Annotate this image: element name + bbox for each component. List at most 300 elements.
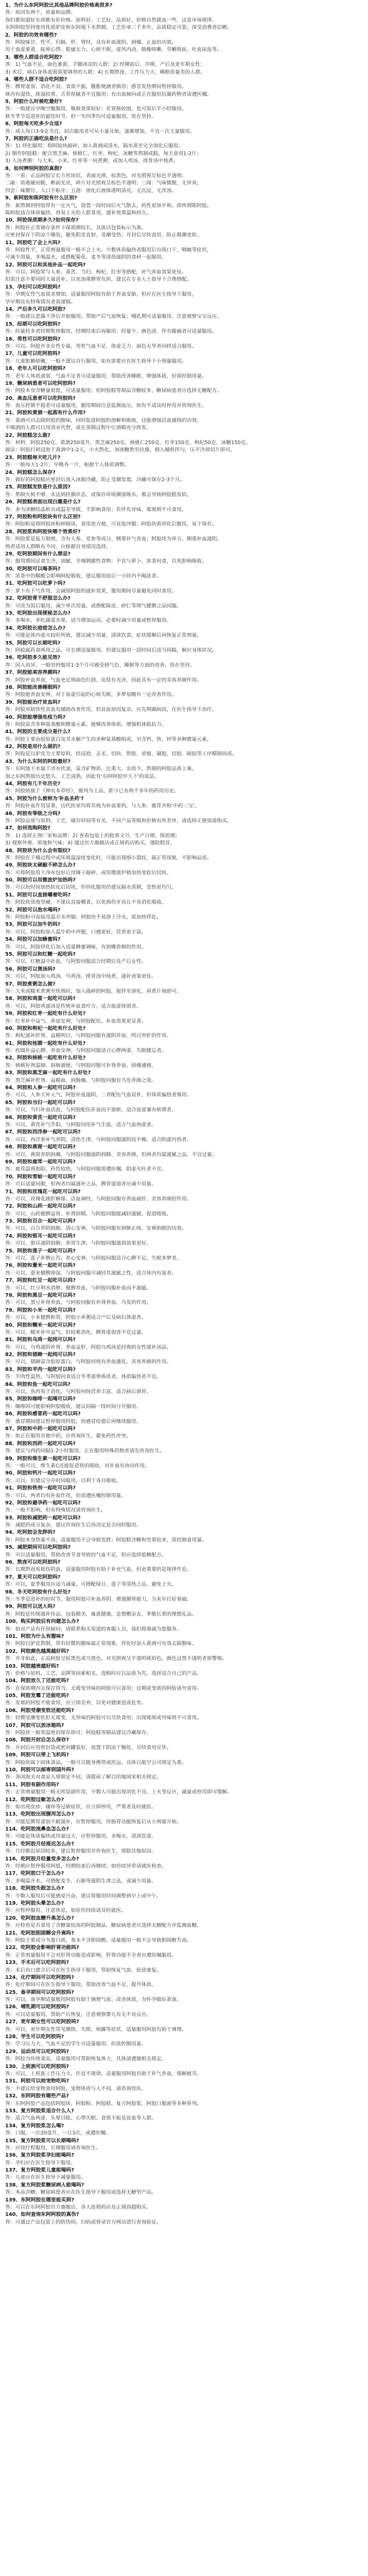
faq-answer: 答：羊肉性温热，与阿胶同食适合冬季虚寒体质者，体质偏热者不宜。 (5, 1374, 162, 1380)
faq-answer: 秋冬季节是进补的最佳时节，但一年四季均可适量服用，贵在坚持。 (5, 113, 156, 120)
faq-question: 51、阿胶可以直接嚼着吃吗? (5, 892, 71, 898)
faq-answer: 答：一般建议早晚空腹服用，吸收效果较好；若胃肠较弱，也可饭后半小时服用。 (5, 106, 187, 112)
faq-question: 67、阿胶和西洋参一起吃可以吗? (5, 1129, 81, 1136)
faq-answer: 答：红枣补中益气、养血安神，与阿胶配伍，补血效果更显著。 (5, 1018, 147, 1024)
faq-answer: 答：冬季是进补的好时节，服用阿胶可补血养阴、增强御寒能力，为来年打好基础。 (5, 1596, 192, 1602)
faq-question: 117、吃阿胶口干怎么办? (5, 1871, 64, 1877)
faq-answer: 答：阿胶始载于《神农本草经》，被列为上品，距今已有两千多年的药用历史。 (5, 788, 179, 794)
faq-answer: 答：可将阿胶用干净布包好后用锤子敲碎，或用微波炉稍加热变软后切块。 (5, 870, 172, 876)
faq-question: 49、阿胶块太硬敲不碎怎么办? (5, 862, 76, 869)
faq-question: 19、糖尿病患者可以吃阿胶吗? (5, 380, 76, 386)
faq-answer: 答：应暂停服用，注意休息，如症状持续请及时就医。 (5, 1908, 127, 1914)
faq-question: 132、东阿阿胶有哪些产品? (5, 2093, 69, 2099)
faq-answer: 答：浓茶中的鞣酸会影响阿胶吸收，建议服用前后一小时内不喝浓茶。 (5, 573, 162, 580)
faq-answer: 答：可以，百合养阴润肺、清心安神，与阿胶同服有润肺止咳、安神助眠的功效。 (5, 1226, 187, 1232)
faq-answer: 答：阿胶块一般常温密封保存即可；阿胶糕等制品建议冷藏保存。 (5, 1730, 152, 1736)
faq-answer: 答：可以，黑豆补肾养血，与阿胶同服有补肾养血、乌发的作用。 (5, 1300, 152, 1306)
faq-answer: 答：黑芝麻补肝肾、益精血、润肠燥，与阿胶同服有乌发养颜之效。 (5, 1077, 156, 1083)
faq-question: 42、阿胶是用什么做的? (5, 744, 61, 750)
faq-question: 39、阿胶能治疗贫血吗? (5, 699, 61, 705)
faq-answer: 答：多喝温开水，可搭配麦冬、石斛等滋阴生津之品，或减少用量。 (5, 1878, 156, 1884)
faq-question: 121、吃阿胶胆固醇会升高吗? (5, 1930, 74, 1936)
faq-question: 36、吃阿胶多久能见效? (5, 655, 61, 661)
faq-answer: 答：阿胶性平，正常剂量服用一般不会上火。少数体质偏热者服用后出现口干、咽痛等症状， (5, 247, 212, 253)
faq-question: 75、阿胶和莲子一起吃可以吗? (5, 1248, 76, 1254)
faq-question: 136、复方阿胶浆孕妇能喝吗? (5, 2153, 74, 2159)
faq-answer: 答：本品含糖，糖尿病患者应在医生指导下服用或选择无糖型产品。 (5, 2190, 156, 2196)
faq-question: 138、复方阿胶浆糖尿病人能喝吗? (5, 2182, 84, 2188)
faq-answer: 东阿阿胶坚持使用优质驴皮和东阿地下水熬制，工艺传承三千多年，品质稳定可靠，深受消费者信赖。 (5, 25, 232, 31)
faq-question: 110、阿胶可以邮寄到国外吗? (5, 1767, 74, 1773)
faq-answer: 答：一般建议恶露干净后开始服用，帮助产后气血恢复；哺乳期可适量服用，注意观察宝宝反应。 (5, 314, 222, 320)
faq-answer: 答：可改为饭后服用，减少单次用量，或搭配陈皮、砂仁等理气健脾之品同服。 (5, 603, 182, 609)
faq-question: 93、阿胶和减肥药一起吃可以吗? (5, 1515, 81, 1521)
faq-question: 58、阿胶和鸡蛋一起吃可以吗? (5, 996, 76, 1002)
faq-answer: 答：阿胶能养血安神，对于血虚引起的心烦失眠、多梦易醒有一定改善作用。 (5, 692, 177, 698)
faq-answer: 答：可以，乌鸡滋阴补肾、养血益肝，阿胶乌鸡汤是经典的女性滋补汤品。 (5, 1344, 172, 1350)
faq-question: 63、阿胶和黑芝麻一起吃有什么好处? (5, 1070, 91, 1076)
faq-question: 112、吃阿胶过敏怎么办? (5, 1797, 64, 1803)
faq-question: 2、阿胶的功效有哪些? (5, 32, 57, 38)
faq-question: 101、阿胶为什么有腥味? (5, 1633, 64, 1639)
faq-answer: 但需注意不要同时大量进补，以免加重脾胃负担，建议在专业人士指导下合理搭配。 (5, 277, 192, 283)
faq-question: 130、上班族可以吃阿胶吗? (5, 2063, 69, 2070)
faq-answer: 可减少用量，多喝温水，或搭配菊花、麦冬等清热滋阴的食材一起服用。 (5, 255, 167, 261)
faq-question: 78、阿胶和黑豆一起吃可以吗? (5, 1292, 76, 1298)
faq-answer: 答：阿胶本身热量不高，适量服用不会导致发胖；阿胶糕含糖和坚果较多，需控制食用量。 (5, 1537, 207, 1543)
faq-answer: 答：可通过产品包装上的防伪码，扫码或登录官方网站进行查询验证。 (5, 2219, 162, 2225)
faq-answer: 答：阿胶是传统滋补佳品，包装精美，寓意健康，是馈赠亲友、孝敬长辈的理想礼品。 (5, 1611, 197, 1617)
faq-question: 3、哪些人群适合吃阿胶? (5, 54, 62, 60)
faq-question: 140、如何查询东阿阿胶的真伪? (5, 2212, 79, 2218)
faq-question: 91、阿胶和铁剂一起吃可以吗? (5, 1485, 76, 1492)
faq-answer: 答：萝卜有下气作用，会减弱阿胶的滋补效果，服用期间尽量避免同时食用。 (5, 588, 177, 594)
faq-question: 30、吃阿胶可以喝茶吗? (5, 566, 61, 572)
faq-answer: 答：阿胶在干燥过程中或环境温湿度变化时，可能出现细小裂纹，属正常现象，不影响品质。 (5, 855, 212, 861)
faq-answer: 答：可以，莲子补脾止泻、养心安神，与阿胶同服适合心脾不足、失眠多梦者。 (5, 1256, 182, 1262)
faq-question: 74、阿胶和银耳一起吃可以吗? (5, 1233, 76, 1239)
faq-question: 95、减肥期间可以吃阿胶吗? (5, 1545, 71, 1551)
faq-answer: 答：因人而异，一般坚持服用1-3个月可感受到气色、睡眠等方面的改善，贵在坚持。 (5, 662, 195, 668)
faq-answer: 答：新熬制的阿胶带有一定火气，放置一段时间后火气散去，药性更加平和，即所谓陈阿胶。 (5, 202, 212, 209)
faq-question: 12、阿胶可以和其他补品一起吃吗? (5, 262, 86, 268)
faq-question: 106、阿胶受潮变软还能吃吗? (5, 1707, 74, 1714)
faq-answer: 答：可以，人参大补元气，阿胶补血滋阴，二者配伍气血双补，但体质偏热者慎用。 (5, 1092, 192, 1098)
faq-answer: 答：1) 选择正规厂家和品牌；2) 查看包装上的批准文号、生产日期、保质期； (5, 833, 180, 839)
faq-question: 108、阿胶开封后怎么保存? (5, 1737, 69, 1743)
faq-answer: 答：可以，西洋参补气养阴、清热生津，与阿胶同服滋阴而不燥，适合阴虚内热者。 (5, 1137, 192, 1143)
faq-answer: 答：术后伤口愈合后可在医生指导下服用，帮助恢复气血、促进康复。 (5, 1967, 162, 1973)
faq-question: 11、阿胶吃了会上火吗? (5, 240, 61, 246)
faq-answer: 答：价格与原料、工艺、品牌等因素相关，选购时应以品质为先，选择适合自己的产品。 (5, 1670, 202, 1676)
faq-question: 57、阿胶煮粥怎么做? (5, 981, 56, 987)
faq-question: 29、吃阿胶期间有什么禁忌? (5, 551, 71, 557)
faq-answer: 答：经期应暂停服用阿胶，经期结束后再继续；如持续异常请就医检查。 (5, 1863, 167, 1870)
faq-question: 90、阿胶和钙片一起吃可以吗? (5, 1470, 76, 1477)
faq-answer: 不喝酒的人群可以用清水代替，或在蒸制过程中让酒精充分挥发。 (5, 425, 152, 431)
faq-answer: 答：阿胶富含多种氨基酸和微量元素，能够改善体质，增强机体抵抗力。 (5, 721, 167, 727)
faq-question: 16、男性可以吃阿胶吗? (5, 336, 61, 342)
faq-answer: 做法：阿胶打碎浸泡于黄酒中1-2天，小火熬化，加冰糖熬至挂旗，倒入辅料拌匀，压平冷却切片即可。 (5, 447, 236, 453)
faq-answer: 答：正常剂量服用不会对肝肾功能造成影响，肝肾功能不全者应遵医嘱服用。 (5, 1952, 177, 1958)
faq-answer: 3) 观察外观、质地和气味；4) 通过官方旗舰店或正规药店购买，谨防假冒。 (5, 840, 176, 846)
faq-question: 82、阿胶和猪蹄一起炖可以吗? (5, 1352, 76, 1358)
faq-answer: 答：经量较多者经期暂停服用，经期结束后再服用；经量少、颜色淡、伴有腹痛者可适量服用。 (5, 329, 217, 335)
faq-question: 7、阿胶的正确吃法是什么? (5, 136, 67, 142)
faq-answer: 答：正常剂量服用一般无明显副作用，少数人可能出现消化不良、上火等反应，减量或停用即可缓解。 (5, 1789, 232, 1795)
faq-answer: 答：各国海关对食品入境规定不同，请提前了解目的地国家相关规定。 (5, 1774, 162, 1781)
faq-answer: 答：月经推迟原因较多，建议暂停服用并咨询医生，排除其他原因。 (5, 1849, 156, 1855)
faq-answer: 答：如出现皮疹、瘙痒等过敏症状，应立即停用，严重者及时就医。 (5, 1804, 156, 1810)
faq-answer: 2) 制作阿胶糕：配合黑芝麻、核桃仁、红枣、枸杞、冰糖等熬制成糕，每天食用1-2片； (5, 150, 202, 157)
faq-answer: 答：应检查是否食用了含糖量较高的阿胶制品，糖尿病患者应选择无糖配方并监测血糖。 (5, 1923, 202, 1929)
faq-question: 6、阿胶每天吃多少合适? (5, 121, 62, 127)
faq-answer: 答：可以，糯米补中益气，但较难消化，脾胃虚弱者不宜过量。 (5, 1329, 147, 1335)
faq-question: 23、阿胶糕每天吃几片? (5, 454, 61, 461)
faq-answer: 答：可以，更年期女性常见潮热、失眠、烦躁等症状，适量服用阿胶有助于调理。 (5, 2026, 187, 2032)
faq-answer: 答：可以适量服用，帮助改善节食导致的气血不足，但应选择低糖配方。 (5, 1552, 167, 1558)
faq-question: 99、阿胶可以送人吗? (5, 1604, 56, 1610)
faq-answer: 答：1) 烊化服用：将阿胶块敲碎，加入黄酒或清水，隔水蒸至完全溶化后服用； (5, 143, 184, 149)
faq-answer: 答：阿胶对缺铁性贫血有辅助改善作用，但贫血原因复杂，应先明确病因，在医生指导下治疗。 (5, 707, 217, 713)
faq-answer: 答：可以，阿胶粉加入温牛奶中冲服，口感更好，营养更丰富。 (5, 929, 147, 935)
faq-question: 134、复方阿胶浆怎么喝? (5, 2123, 64, 2129)
faq-answer: 答：可以适量同服，但两者均属滋补之品，脾胃虚弱者应减少用量。 (5, 1181, 156, 1188)
faq-answer: 答：口服，一次20毫升，一日3次，或遵医嘱。 (5, 2130, 111, 2137)
faq-answer: 答：阿胶为传统食品，适量服用可帮助恢复体力，具体请遵循相关规定。 (5, 2056, 167, 2062)
faq-answer: 我们都知道好东西都有好价格。原料好、工艺好、品质好，价格自然就高一些，这是市场规律。 (5, 17, 217, 23)
faq-question: 50、阿胶可以用微波炉加热吗? (5, 877, 76, 884)
faq-question: 102、阿胶颜色越黑越好吗? (5, 1648, 69, 1654)
faq-answer: 答：可以，上班族工作压力大、作息不规律，适量服用阿胶有助于补气养血、缓解疲劳。 (5, 2071, 202, 2077)
faq-answer: 答：轻微受潮变软但无霉变、无异味的阿胶可以尽快食用；出现霉斑或异味则不可食用。 (5, 1715, 202, 1721)
faq-answer: 答：阿胶补血养血，气血充足则面色红润、皮肤有光泽，因此具有一定的美容养颜作用。 (5, 677, 202, 683)
faq-question: 116、吃阿胶月经量变多怎么办? (5, 1856, 79, 1862)
faq-answer: 答：儿童脏腑娇嫩，一般不建议自行服用，如有需要应在医生指导下小剂量服用。 (5, 358, 187, 364)
faq-answer: 答：阿胶以驴皮熬制，带有轻微的腥味属正常现象，烊化时加入黄酒可有效去除腥味。 (5, 1641, 197, 1647)
faq-question: 40、阿胶能增强免疫力吗? (5, 714, 66, 720)
faq-question: 64、阿胶和人参一起吃可以吗? (5, 1085, 76, 1091)
faq-question: 68、阿胶和燕窝一起吃可以吗? (5, 1144, 76, 1150)
faq-answer: 答：阿胶本身含糖量很低，可适量服用；但阿胶糕等制品含糖较多，糖尿病患者应选择无糖配方。 (5, 388, 222, 394)
faq-question: 81、阿胶和乌鸡一起炖可以吗? (5, 1337, 76, 1343)
faq-answer: 答：一般可以，维生素C还能促进铁的吸收，对补血有协同作用。 (5, 1463, 150, 1469)
faq-answer: 答：材料：阿胶250克、黄酒250毫升、黑芝麻250克、核桃仁250克、红枣150克、枸杞50克、冰糖150克。 (5, 440, 251, 446)
faq-answer: 答：脾胃虚弱、消化不良、食欲不振、腹胀便溏者慎用；感冒发热期间暂停服用。 (5, 84, 187, 90)
faq-question: 66、阿胶和黄芪一起吃可以吗? (5, 1114, 76, 1121)
faq-answer: 陈阿胶适合体质偏热、容易上火的人群食用，滋补效果温和持久。 (5, 210, 152, 216)
faq-question: 85、阿胶和咖啡一起喝可以吗? (5, 1396, 76, 1402)
faq-question: 103、阿胶越贵越好吗? (5, 1663, 59, 1669)
faq-answer: 答：长期熬夜易耗伤阴血，适量服用阿胶有助于补充气血，但更重要的是规律作息。 (5, 1567, 192, 1573)
faq-answer: 答：阿胶在正常储存条件下保质期较长，具体以包装标示为准。 (5, 225, 147, 231)
faq-question: 27、阿胶粉和阿胶块有什么区别? (5, 514, 81, 520)
faq-answer: 答：阿胶味甘、性平，归肺、肝、肾经，具有补血滋阴、润燥、止血的功效。 (5, 39, 177, 45)
faq-answer: 答：阿胶块质地坚硬，不建议直接嚼食，以免损伤牙齿且不易消化吸收。 (5, 900, 167, 906)
faq-answer: 答：可以，薏米健脾渗湿，与阿胶同服可减轻其滋腻之性，适合体内有湿者。 (5, 1270, 177, 1276)
faq-question: 52、阿胶可以泡水喝吗? (5, 907, 61, 913)
faq-question: 61、阿胶和桂圆一起吃有什么好处? (5, 1040, 86, 1046)
faq-answer: 答：在保质期内且保存得当、无霉变异味的阿胶可以食用；过期或变质的阿胶请勿食用。 (5, 1685, 202, 1691)
faq-answer: 答：建议与西药间隔1-2小时服用，正在服用特殊药物者请先咨询医生。 (5, 1448, 165, 1454)
faq-question: 9、新阿胶和陈阿胶有什么区别? (5, 195, 77, 201)
faq-answer: 答：血压控制平稳者可适量服用，服用期间注意监测血压，如有不适及时停用并咨询医生。 (5, 403, 207, 409)
faq-answer: 答：大米或糯米煮粥至快熟时，加入捣碎的阿胶，搅拌至溶化，再煮片刻即可。 (5, 988, 182, 994)
faq-question: 72、阿胶和山药一起吃可以吗? (5, 1204, 76, 1210)
faq-answer: 答：阿胶粉可直接用温开水冲服；阿胶块不易溶于冷水，需加热烊化。 (5, 914, 162, 921)
faq-answer: 答：可能是脾胃虚弱不耐滋补，应暂停服用，待肠胃功能恢复后从小剂量开始。 (5, 1819, 182, 1825)
faq-answer: 四尝：味微甘，入口不粘牙；五溶：溶化后液体透明清亮，无沉淀、无浑浊。 (5, 188, 177, 194)
faq-answer: 答：可以，红糖温中补血，与阿胶同服适合经期后及产后女性。 (5, 959, 147, 965)
faq-question: 55、阿胶可以和红糖一起吃吗? (5, 952, 76, 957)
faq-answer: 答：可以，红豆利水消肿、健脾养血，与阿胶同服补血而不滋腻。 (5, 1285, 152, 1291)
faq-answer: 答：一看：正品阿胶呈长方形块状，表面光滑，棕黑色，对光照视呈棕色半透明； (5, 173, 187, 179)
faq-question: 1、为什么东阿阿胶比其他品牌阿胶价格高很多? (5, 3, 113, 8)
faq-question: 111、阿胶有副作用吗? (5, 1782, 59, 1788)
faq-answer: 答：成人每日3-9克为宜，初次服用者可从小量开始，逐渐增加，不宜一次大量服用。 (5, 128, 195, 134)
faq-question: 84、阿胶和鱼一起吃可以吗? (5, 1381, 71, 1387)
faq-question: 76、阿胶和薏米一起吃可以吗? (5, 1263, 76, 1269)
faq-answer: 答：可以，但建议分开时间服用，以利于各自吸收。 (5, 1478, 121, 1484)
faq-answer: 答：枸杞滋补肝肾、益精明目，与阿胶同服有滋阴养血、明目养肝的作用。 (5, 1033, 172, 1039)
faq-answer: 答：可以，猪蹄富含胶原蛋白，与阿胶同炖有养血通乳、美容养颜的作用。 (5, 1359, 172, 1365)
faq-question: 131、阿胶可以给宠物吃吗? (5, 2078, 69, 2084)
faq-answer: 答：可以，阿胶加入鸡汤、乌鸡汤、排骨汤中炖煮，滋补效果更佳。 (5, 974, 156, 980)
faq-question: 86、阿胶和感冒药一起吃可以吗? (5, 1411, 81, 1417)
faq-answer: 答：少数人服用后可能感觉兴奋，建议将服用时间调整到早上或中午。 (5, 1893, 162, 1899)
faq-question: 122、吃阿胶会影响肝肾功能吗? (5, 1945, 79, 1951)
faq-answer: 答：可以，鱼肉易于消化，与阿胶同炖营养丰富，适合病后调养。 (5, 1389, 152, 1395)
faq-answer: 答：核桃补肾温肺、润肠通便，与阿胶同服可补肾养血、润燥通便。 (5, 1062, 156, 1069)
faq-question: 123、手术后可以吃阿胶吗? (5, 1960, 69, 1966)
faq-answer: 答：东阿阿胶产品包括阿胶块、阿胶粉、阿胶糕、复方阿胶浆、阿胶口服液等多种系列。 (5, 2100, 202, 2107)
faq-question: 89、阿胶和维生素一起吃可以吗? (5, 1455, 81, 1462)
faq-answer: 答：可以，玫瑰花疏肝解郁、活血调经，与阿胶同服有养血疏肝、美容养颜的作用。 (5, 1196, 192, 1202)
faq-answer: 答：开封后应用密封袋或密封罐装好，放置于阴凉干燥处，尽快食用完毕。 (5, 1744, 172, 1751)
faq-answer: 答：可能是体内虚火较旺所致，建议减少用量，清淡饮食，症状缓解后再恢复正常剂量。 (5, 633, 202, 639)
faq-answer: 答：服用期间忌食生冷、油腻、辛辣刺激性食物；不宜与萝卜、浓茶同食，以免影响吸收。 (5, 558, 207, 565)
faq-question: 41、阿胶的主要成分是什么? (5, 729, 71, 735)
faq-question: 88、阿胶和西药一起吃可以吗? (5, 1440, 76, 1447)
faq-answer: 二敲：质地硬而脆，断面光亮，碎片对光照视呈棕色半透明；三闻：气味微腥，无异臭； (5, 180, 202, 187)
faq-answer: 答：可以，小米健脾和胃，阿胶小米粥适合产后及病后体虚者。 (5, 1315, 147, 1321)
faq-answer: 答：1) 气血不足、面色萎黄、手脚冰凉的人群；2) 经期前后、孕期、产后及更年期女性； (5, 62, 205, 68)
faq-answer: 答：熬制火候不够、未达到挂旗状态，或保存环境潮湿吸水，都会导致阿胶糕发软。 (5, 492, 192, 498)
faq-answer: 答：阿胶属药食两用之品，可长期适量服用，但建议服用一段时间后适当间隔，顺应身体状况。 (5, 647, 217, 653)
faq-question: 83、阿胶和羊肉一起吃可以吗? (5, 1366, 76, 1372)
faq-question: 18、老年人可以吃阿胶吗? (5, 366, 66, 372)
faq-question: 125、备孕期间可以吃阿胶吗? (5, 1989, 74, 1995)
faq-question: 97、夏天可以吃阿胶吗? (5, 1574, 61, 1580)
faq-question: 137、复方阿胶浆儿童能喝吗? (5, 2167, 74, 2174)
faq-question: 33、吃阿胶出现便秘怎么办? (5, 611, 71, 617)
faq-question: 80、阿胶和糯米一起吃可以吗? (5, 1322, 76, 1328)
faq-answer: 答：阿胶块属于固体食品，一般可以随身携带或托运，具体以航空公司规定为准。 (5, 1759, 187, 1766)
faq-answer: 答：可以，当归补血活血，与阿胶配伍补血而不留瘀，适合血虚兼有瘀滞者。 (5, 1107, 177, 1113)
faq-question: 26、阿胶糕表面出现白霜是什么? (5, 499, 81, 505)
faq-question: 92、阿胶和避孕药一起吃可以吗? (5, 1500, 81, 1506)
faq-answer: 3) 入汤煮粥：与大米、小米、红枣等一同煮粥，或加入鸡汤、排骨汤中炖煮。 (5, 158, 179, 164)
faq-answer: 答：桂圆补益心脾、养血安神，与阿胶同服适合心脾两虚、失眠健忘者。 (5, 1048, 167, 1054)
faq-question: 120、吃阿胶血糖升高怎么办? (5, 1915, 74, 1921)
faq-question: 113、吃阿胶出现腹泻怎么办? (5, 1811, 74, 1818)
faq-answer: 答：不建议给宠物食用阿胶，宠物体质与人不同，请咨询兽医。 (5, 2086, 147, 2092)
faq-answer: 答：感冒期间建议暂停服用阿胶，待感冒痊愈后再继续服用。 (5, 1418, 142, 1425)
faq-question: 17、儿童可以吃阿胶吗? (5, 351, 61, 357)
faq-answer: 答：阿胶品质与原料、工艺、储存时间等有关，不同产品等级和价格有所差异，请选择正规渠道购买。 (5, 818, 232, 824)
faq-question: 21、阿胶和黄酒一起蒸有什么作用? (5, 410, 86, 416)
faq-question: 114、吃阿胶流鼻血怎么办? (5, 1826, 69, 1833)
faq-answer: 答：可以。阿胶常与人参、黄芪、当归、枸杞、红枣等搭配，补气养血效果更佳。 (5, 269, 187, 276)
faq-question: 59、阿胶和红枣一起吃有什么好处? (5, 1011, 86, 1017)
faq-question: 107、阿胶可以放冰箱吗? (5, 1722, 64, 1728)
faq-answer: 答：可以，备孕期适量服用阿胶有助于调理气血、改善体质，为怀孕做好准备。 (5, 1997, 182, 2003)
faq-question: 13、孕妇可以吃阿胶吗? (5, 284, 61, 290)
faq-question: 79、阿胶和小米一起吃可以吗? (5, 1307, 76, 1313)
faq-question: 48、阿胶块为什么会有裂纹? (5, 848, 71, 854)
faq-answer: 用于血虚萎黄、眩晕心悸、肌痿无力、心烦不眠、虚风内动、肺燥咳嗽、劳嗽咯血、吐血尿血等。 (5, 47, 222, 53)
faq-answer: 答：做好的阿胶糕应密封后放入冰箱冷藏，防止受潮发霉，冷藏可保存2-3个月。 (5, 477, 185, 483)
faq-question: 104、阿胶放久了还能吃吗? (5, 1678, 69, 1684)
faq-question: 96、熬夜可以吃阿胶吗? (5, 1560, 61, 1566)
faq-answer: 答：可以，银耳滋阴润肺、养胃生津，与阿胶同服滋润效果更好。 (5, 1241, 152, 1247)
faq-answer: 答：可能是体质偏热或用量过大，应暂停服用，多喝水，清淡饮食。 (5, 1834, 156, 1840)
faq-question: 53、阿胶可以加牛奶吗? (5, 922, 61, 928)
faq-question: 94、吃阿胶会发胖吗? (5, 1530, 56, 1536)
faq-question: 54、阿胶可以加蜂蜜吗? (5, 937, 61, 943)
faq-question: 109、阿胶可以带上飞机吗? (5, 1752, 69, 1758)
faq-question: 28、阿胶浆和阿胶块哪个效果好? (5, 529, 81, 535)
faq-question: 22、阿胶糕怎么做? (5, 432, 50, 438)
faq-answer: 答：可以，阿胶烊化后加入适量蜂蜜调味，有润燥养颜的作用。 (5, 944, 147, 950)
faq-answer: 加之东阿熬胶历史悠久、工艺成熟，因此有'东阿阿胶甲天下'的说法。 (5, 773, 160, 779)
faq-question: 98、冬天吃阿胶有什么好处? (5, 1589, 71, 1595)
faq-question: 118、吃阿胶失眠怎么办? (5, 1886, 64, 1892)
faq-answer: 答：可以，夏季服用应适当减量，可搭配绿豆、莲子等清热之品，避免上火。 (5, 1582, 177, 1588)
faq-question: 44、阿胶有几千年历史? (5, 781, 61, 787)
faq-answer: 答：阿胶补血作用显著，历代医家均将其视为补血要药，与人参、鹿茸并称'中药三宝'。 (5, 803, 200, 809)
faq-answer: 答：鹿茸温肾助阳，药性较热，与阿胶同服需遵医嘱，阴虚火旺者不宜。 (5, 1166, 167, 1173)
faq-answer: 体内有湿热、痰湿较重、舌苔厚腻者不宜服用；有出血倾向或正在服用抗凝药物者请遵医嘱。 (5, 91, 212, 97)
faq-question: 105、阿胶发霉了还能吃吗? (5, 1693, 69, 1699)
faq-question: 71、阿胶和玫瑰花一起吃可以吗? (5, 1189, 81, 1195)
faq-question: 43、为什么东阿的阿胶最好? (5, 758, 71, 765)
faq-answer: 两者适用人群略有不同，应根据自身情况选择。 (5, 544, 111, 550)
faq-question: 69、阿胶和鹿茸一起吃可以吗? (5, 1159, 76, 1165)
faq-question: 127、更年期女性可以吃阿胶吗? (5, 2019, 79, 2025)
faq-question: 47、如何选购阿胶? (5, 825, 50, 832)
faq-answer: 答：可以适量服用，帮助产后恢复，注意观察婴儿有无不良反应。 (5, 2011, 152, 2018)
faq-question: 8、如何辨别阿胶的真假? (5, 165, 62, 172)
faq-answer: 答：一般每天1-2片，早晚各一片，根据个人体质调整。 (5, 462, 130, 468)
faq-answer: 答：可以，黄芪补气升阳，与阿胶同用补气生血，适合气血两虚者。 (5, 1122, 156, 1128)
faq-question: 46、阿胶有等级之分吗? (5, 810, 61, 817)
faq-question: 45、阿胶为什么被称为'补血圣药'? (5, 795, 84, 802)
faq-question: 4、哪些人群不适合吃阿胶? (5, 76, 67, 82)
faq-question: 60、阿胶和枸杞一起吃有什么好处? (5, 1025, 86, 1031)
faq-question: 14、产后多久可以吃阿胶? (5, 307, 66, 313)
faq-answer: 答：适合气血两虚、头晕目眩、心悸失眠、食欲不振及贫血等人群。 (5, 2115, 156, 2122)
faq-answer: 答：孕期女性气血需求增加，适量服用阿胶有助于养血安胎，但应在医生指导下服用， (5, 292, 197, 298)
faq-question: 135、复方阿胶浆可以长期喝吗? (5, 2138, 79, 2144)
faq-question: 77、阿胶和红豆一起吃可以吗? (5, 1278, 76, 1284)
faq-question: 56、阿胶可以煲汤吗? (5, 966, 56, 972)
faq-question: 70、阿胶和雪蛤一起吃可以吗? (5, 1174, 76, 1180)
faq-answer: 应密封保存于阴凉干燥处，避免阳光直射、受潮受热；开封后尽快食用，防止吸潮变软。 (5, 232, 202, 239)
faq-question: 34、吃阿胶长痘痘怎么办? (5, 625, 66, 631)
faq-answer: 答：并非如此，正品阿胶呈棕黑色或乌黑色，对光照视呈半透明琥珀色，颜色过黑不透明者需警惕。 (5, 1656, 227, 1662)
faq-answer: 答：东阿地下水属于济水伏流，富含矿物质，比重大、杂质少，熬制的阿胶品质上乘。 (5, 766, 197, 772)
faq-question: 32、吃阿胶胃不舒服怎么办? (5, 596, 71, 602)
faq-answer: 答：应按疗程服用，长期服用请咨询医生。 (5, 2145, 101, 2151)
faq-answer: 答：可以在东阿阿胶官方旗舰店、各大连锁药店及正规商超购买。 (5, 2205, 152, 2211)
faq-answer: 答：减肥药成分复杂，建议咨询医生后再决定是否同时服用。 (5, 1522, 142, 1529)
faq-question: 38、阿胶能改善睡眠吗? (5, 684, 61, 690)
faq-question: 24、阿胶糕怎么保存? (5, 469, 56, 476)
faq-answer: 答：阿胶浆是复方制剂，含有人参、党参等成分，侧重补气养血；阿胶块为单方，侧重补血滋阴。 (5, 536, 222, 543)
faq-answer: 答：可以，阿胶鸡蛋汤是传统补血食疗方，适合血虚体弱者。 (5, 1003, 142, 1009)
faq-answer: 答：阿胶主要由胶原蛋白及其水解产生的多种氨基酸组成，另含钙、铁、锌等多种微量元素。 (5, 736, 212, 742)
faq-answer: 答：多喝水，多吃蔬菜水果，适当增加运动，必要时减少用量或暂停服用。 (5, 618, 172, 624)
faq-answer: 答：原因有两个，质量和品牌。 (5, 10, 76, 16)
faq-answer: 3) 术后、病后身体虚弱需要调养的人群；4) 长期熬夜、工作压力大、睡眠质量差的人群。 (5, 69, 205, 75)
faq-answer: 答：黄酒可以去除阿胶的腥味，同时促进阿胶的溶解和吸收，还能增强活血通络的功效。 (5, 417, 202, 423)
faq-answer: 答：儿童应在医生指导下减量服用。 (5, 2175, 86, 2181)
faq-question: 15、经期可以吃阿胶吗? (5, 321, 61, 327)
faq-question: 65、阿胶和当归一起吃可以吗? (5, 1099, 76, 1106)
faq-question: 87、阿胶和中药一起吃可以吗? (5, 1426, 76, 1432)
faq-answer: 答：阿胶粉是将阿胶块粉碎制成，食用更方便，可直接冲服；阿胶块需烊化后服用，易于保存。 (5, 521, 217, 528)
faq-question: 100、购买阿胶后有问题怎么办? (5, 1619, 79, 1625)
faq-answer: 答：可以，两者均有补血作用，但需遵医嘱控制用量。 (5, 1493, 127, 1499)
faq-question: 124、化疗期间可以吃阿胶吗? (5, 1974, 74, 1980)
faq-question: 62、阿胶和核桃一起吃有什么好处? (5, 1055, 86, 1061)
faq-question: 119、吃阿胶头晕怎么办? (5, 1901, 64, 1906)
faq-question: 73、阿胶和百合一起吃可以吗? (5, 1218, 76, 1225)
faq-answer: 答：多为冰糖结晶析出或温差导致，不影响食用；若伴有异味、霉斑则不可食用。 (5, 506, 187, 513)
faq-answer: 答：可以，山药健脾益胃、补肾固精，与阿胶同服能减轻滋腻、促进吸收。 (5, 1211, 172, 1217)
faq-answer: 答：发霉的阿胶不能食用，应立即丢弃，以免对健康造成危害。 (5, 1700, 147, 1706)
faq-question: 128、学生可以吃阿胶吗? (5, 2034, 64, 2040)
faq-answer: 答：如正在服用其他中药，应咨询医生，避免药性冲突。 (5, 1433, 131, 1439)
faq-answer: 答：咖啡因可能影响阿胶吸收，建议间隔一段时间分开服用。 (5, 1403, 142, 1410)
faq-answer: 答：化疗期间可在医生指导下服用，帮助改善气血不足、提升体质。 (5, 1982, 156, 1988)
faq-question: 139、东阿阿胶在哪里能买到? (5, 2197, 74, 2203)
faq-question: 129、运动员可以吃阿胶吗? (5, 2048, 69, 2055)
faq-question: 31、吃阿胶可以吃萝卜吗? (5, 581, 66, 587)
faq-question: 20、高血压患者可以吃阿胶吗? (5, 395, 76, 401)
faq-answer: 答：可以，燕窝养阴润燥，与阿胶同服滋阴润肺、美容养颜，但两者均属滋腻之品，不宜过量。 (5, 1151, 217, 1158)
faq-answer: 答：老年人体质虚弱、气血不足者可适量服用，帮助改善睡眠、增强体质，但需控制用量。 (5, 373, 207, 379)
faq-question: 115、吃阿胶月经推迟怎么办? (5, 1841, 74, 1847)
faq-answer: 答：一般不影响，但有特殊情况请咨询医生。 (5, 1507, 106, 1514)
faq-question: 25、阿胶糕发软是什么原因? (5, 484, 71, 490)
faq-question: 10、阿胶保质期多久?如何保存? (5, 217, 79, 224)
faq-answer: 答：阿胶是以驴皮为主要原料，经浸泡、去毛、切块、熬胶、浓缩、凝胶、切胶、晾胶等工序精制而成。 (5, 751, 237, 757)
faq-question: 37、阿胶能美容养颜吗? (5, 670, 61, 676)
faq-answer: 答：可以短时间加热软化后切块，但烊化服用仍建议隔水蒸制，受热更均匀。 (5, 885, 177, 891)
faq-answer: 答：可以。阿胶并非女性专属，男性气血不足、体虚乏力、面色无华者同样适合服用。 (5, 343, 197, 349)
faq-answer: 答：阿胶主要成分为蛋白质，基本不含胆固醇，适量服用一般不会导致胆固醇升高。 (5, 1937, 192, 1943)
faq-question: 5、阿胶什么时候吃最好? (5, 99, 62, 105)
faq-question: 35、阿胶可以长期吃吗? (5, 640, 61, 646)
faq-answer: 孕早期及有特殊情况者需谨慎。 (5, 299, 76, 305)
faq-answer: 答：如对产品有任何疑问，请联系购买渠道的客服人员，我们将竭诚为您服务。 (5, 1626, 182, 1632)
faq-question: 133、复方阿胶浆适合什么人? (5, 2108, 74, 2114)
faq-answer: 答：学习压力大、气血不足的学生可适量服用，但需控制用量。 (5, 2041, 147, 2047)
faq-answer: 答：孕妇应在医生指导下服用。 (5, 2160, 76, 2166)
faq-question: 126、哺乳期可以吃阿胶吗? (5, 2004, 69, 2010)
